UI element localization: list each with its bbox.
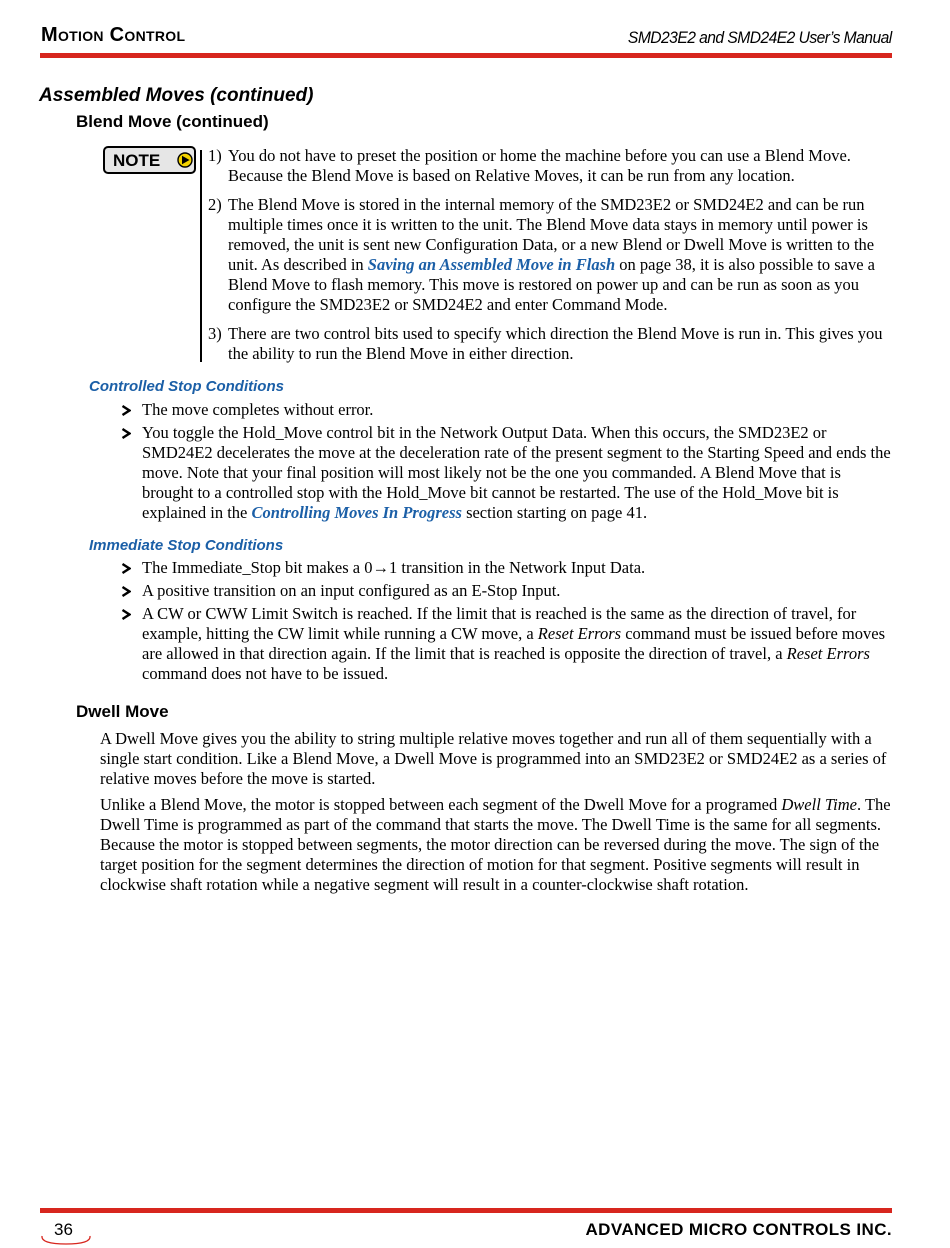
note-arrow-icon xyxy=(177,152,193,168)
bullet-arrow-icon xyxy=(121,586,131,597)
header-section-name: Motion Control xyxy=(41,24,186,46)
command-name: Reset Errors xyxy=(537,624,622,643)
bullet-item xyxy=(121,558,896,578)
bullet-text: section starting on page 41. xyxy=(461,503,648,522)
bullet-text: A CW or CWW Limit Switch is reached. If the limit that is reached is the same as the direction of travel, for example, hitting the CW limit while running a CW move, a xyxy=(142,604,857,643)
bullet-item xyxy=(121,581,896,601)
link-saving-assembled-move[interactable]: Saving an Assembled Move in Flash xyxy=(367,255,616,274)
dwell-paragraph xyxy=(100,795,896,895)
note-bracket-line xyxy=(200,150,202,362)
header-manual-title: SMD23E2 and SMD24E2 User’s Manual xyxy=(628,28,892,47)
note-label: NOTE xyxy=(113,151,161,170)
dwell-time-term: Dwell Time xyxy=(781,795,857,814)
bullet-text: A positive transition on an input configured as an E-Stop Input. xyxy=(142,581,561,600)
section-title: Assembled Moves (continued) xyxy=(39,85,314,106)
footer-rule xyxy=(40,1208,892,1213)
subsection-title: Blend Move (continued) xyxy=(76,112,269,131)
bullet-text: command does not have to be issued. xyxy=(142,664,389,683)
note-item-text: The Blend Move is stored in the internal memory of the SMD23E2 or SMD24E2 and can be run multiple times once it is written to the unit. The Blend Move data stays in memory until power is removed, the unit is sent new Configuration Data, or a new Blend or Dwell Move is written to the unit. As described in xyxy=(228,195,875,274)
paragraph-text: Unlike a Blend Move, the motor is stopped between each segment of the Dwell Move for a programed xyxy=(100,795,782,814)
paragraph-text: . The Dwell Time is programmed as part of the command that starts the move. The Dwell Time is the same for all segments. Because the motor is stopped between segments, the motor direction can be reversed during the move. The sign of the target position for the segment determines the direction of motion for that segment. Positive segments will result in clockwise shaft rotation while a negative segment will result in a counter-clockwise shaft rotation. xyxy=(100,795,891,894)
note-item xyxy=(208,195,896,315)
bullet-item xyxy=(121,423,896,523)
controlled-stop-title: Controlled Stop Conditions xyxy=(89,378,284,395)
note-item-text: There are two control bits used to specify which direction the Blend Move is run in. This gives you the ability to run the Blend Move in either direction. xyxy=(228,324,883,363)
bullet-text: The Immediate_Stop bit makes a 0→1 transition in the Network Input Data. xyxy=(142,558,646,577)
bullet-text: The move completes without error. xyxy=(142,400,374,419)
footer-company-name: ADVANCED MICRO CONTROLS INC. xyxy=(585,1220,892,1239)
note-item-number: 3) xyxy=(208,324,222,343)
page-number: 36 xyxy=(54,1220,73,1239)
note-item-text: You do not have to preset the position or home the machine before you can use a Blend Move. Because the Blend Move is based on Relative Moves, it can be run from any location. xyxy=(228,146,851,185)
note-callout xyxy=(103,146,196,174)
bullet-arrow-icon xyxy=(121,405,131,416)
page-number-swoosh-icon xyxy=(39,1232,93,1246)
bullet-arrow-icon xyxy=(121,428,131,439)
bullet-text: You toggle the Hold_Move control bit in the Network Output Data. When this occurs, the SMD23E2 or SMD24E2 decelerates the move at the deceleration rate of the present segment to the Starting Speed and ends the move. Note that your final position will most likely not be the one you commanded. A Blend Move that is brought to a controlled stop with the Hold_Move bit cannot be restarted. The use of the Hold_Move bit is explained in the xyxy=(142,423,891,522)
command-name: Reset Errors xyxy=(786,644,870,663)
dwell-move-title: Dwell Move xyxy=(76,702,169,721)
bullet-item xyxy=(121,604,896,684)
header-rule xyxy=(40,53,892,58)
link-controlling-moves[interactable]: Controlling Moves In Progress xyxy=(251,503,462,522)
dwell-paragraph: A Dwell Move gives you the ability to string multiple relative moves together and run all of them sequentially with a single start condition. Like a Blend Move, a Dwell Move is programmed into an SMD23E2 or SMD24E2 as a series of relative moves before the move is started. xyxy=(100,729,887,788)
note-item xyxy=(208,324,896,364)
immediate-stop-title: Immediate Stop Conditions xyxy=(89,537,284,554)
bullet-item xyxy=(121,400,896,420)
note-item-text: on page 38, it is also possible to save a Blend Move to flash memory. This move is restored on power up and can be run as soon as you configure the SMD23E2 or SMD24E2 and enter Command Mode. xyxy=(228,255,876,314)
note-item-number: 1) xyxy=(208,146,222,165)
bullet-arrow-icon xyxy=(121,563,131,574)
note-item-number: 2) xyxy=(208,195,222,214)
bullet-text: command must be issued before moves are allowed in that direction again. If the limit that is reached is opposite the direction of travel, a xyxy=(142,624,886,663)
note-item xyxy=(208,146,896,186)
bullet-arrow-icon xyxy=(121,609,131,620)
